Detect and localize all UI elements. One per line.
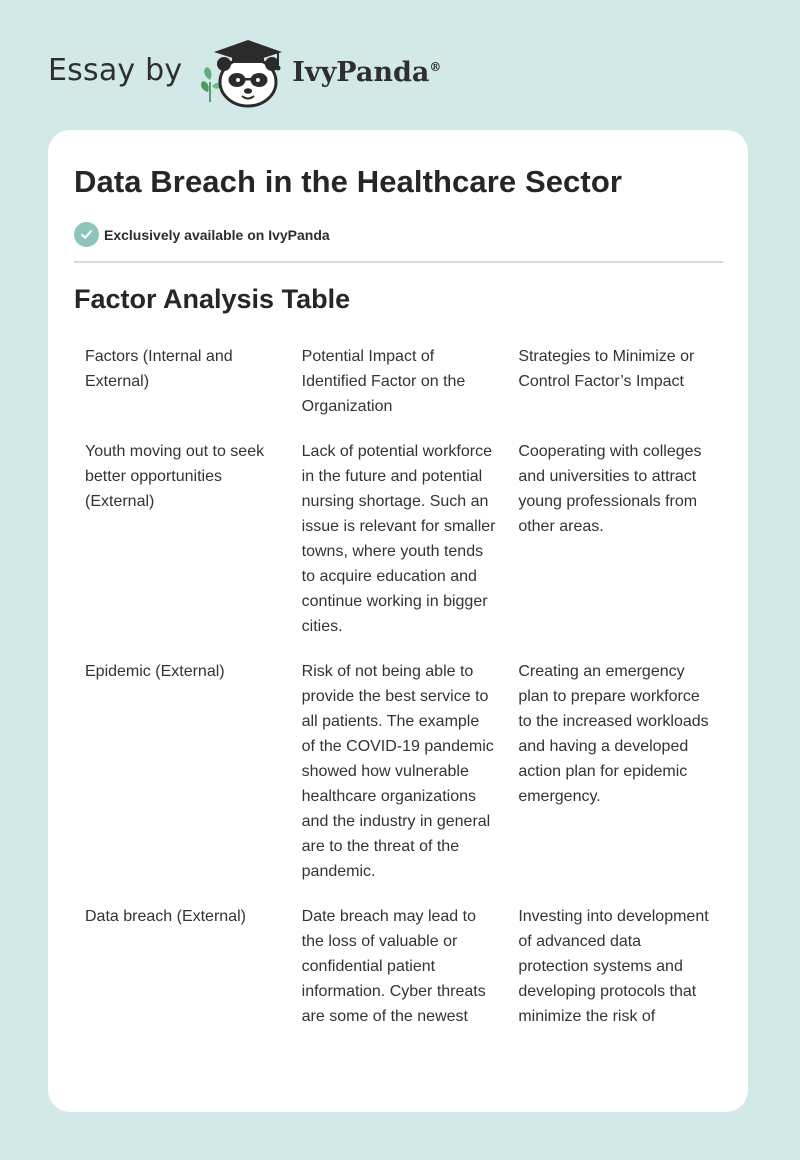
table-row xyxy=(74,655,724,900)
registered-mark: ® xyxy=(429,59,442,74)
table-cell: Creating an emergency plan to prepare workforce to the increased workloads and having a developed action plan for epidemic emergency. xyxy=(518,663,709,805)
divider xyxy=(74,261,723,263)
exclusive-badge xyxy=(74,222,330,247)
section-heading: Factor Analysis Table xyxy=(74,284,351,314)
table-row xyxy=(74,900,724,1045)
table-cell: Lack of potential workforce in the future and potential nursing shortage. Such an issue is relevant for smaller towns, where youth tends to acquire education and continue working in bigger cities. xyxy=(301,443,496,635)
panda-graduate-logo-icon xyxy=(198,36,288,110)
table-cell: Data breach (External) xyxy=(85,908,246,925)
table-cell: Youth moving out to seek better opportunities (External) xyxy=(85,443,265,510)
table-header-cell: Strategies to Minimize or Control Factor’s Impact xyxy=(518,348,695,390)
table-cell: Investing into development of advanced data protection systems and developing protocols that minimize the risk of xyxy=(518,908,709,1025)
page-title: Data Breach in the Healthcare Sector xyxy=(74,164,623,199)
factor-analysis-table xyxy=(74,340,724,1045)
table-header-cell: Factors (Internal and External) xyxy=(85,348,233,390)
brand-header xyxy=(48,36,441,110)
table-cell: Date breach may lead to the loss of valuable or confidential patient information. Cyber threats are some of the newest xyxy=(301,908,486,1025)
check-icon xyxy=(74,222,99,247)
brand-prefix: Essay by xyxy=(48,52,183,88)
table-header-cell: Potential Impact of Identified Factor on the Organization xyxy=(301,348,466,415)
table-cell: Risk of not being able to provide the best service to all patients. The example of the COVID-19 pandemic showed how vulnerable healthcare organizations and the industry in general are to the threat of the pandemic. xyxy=(301,663,494,880)
brand-name: IvyPanda® xyxy=(292,56,442,88)
table-cell: Cooperating with colleges and universities to attract young professionals from other areas. xyxy=(518,443,702,535)
table-row xyxy=(74,435,724,655)
essay-card xyxy=(48,130,748,1112)
badge-text: Exclusively available on IvyPanda xyxy=(104,226,330,243)
table-cell: Epidemic (External) xyxy=(85,663,225,680)
table-header-row xyxy=(74,340,724,435)
